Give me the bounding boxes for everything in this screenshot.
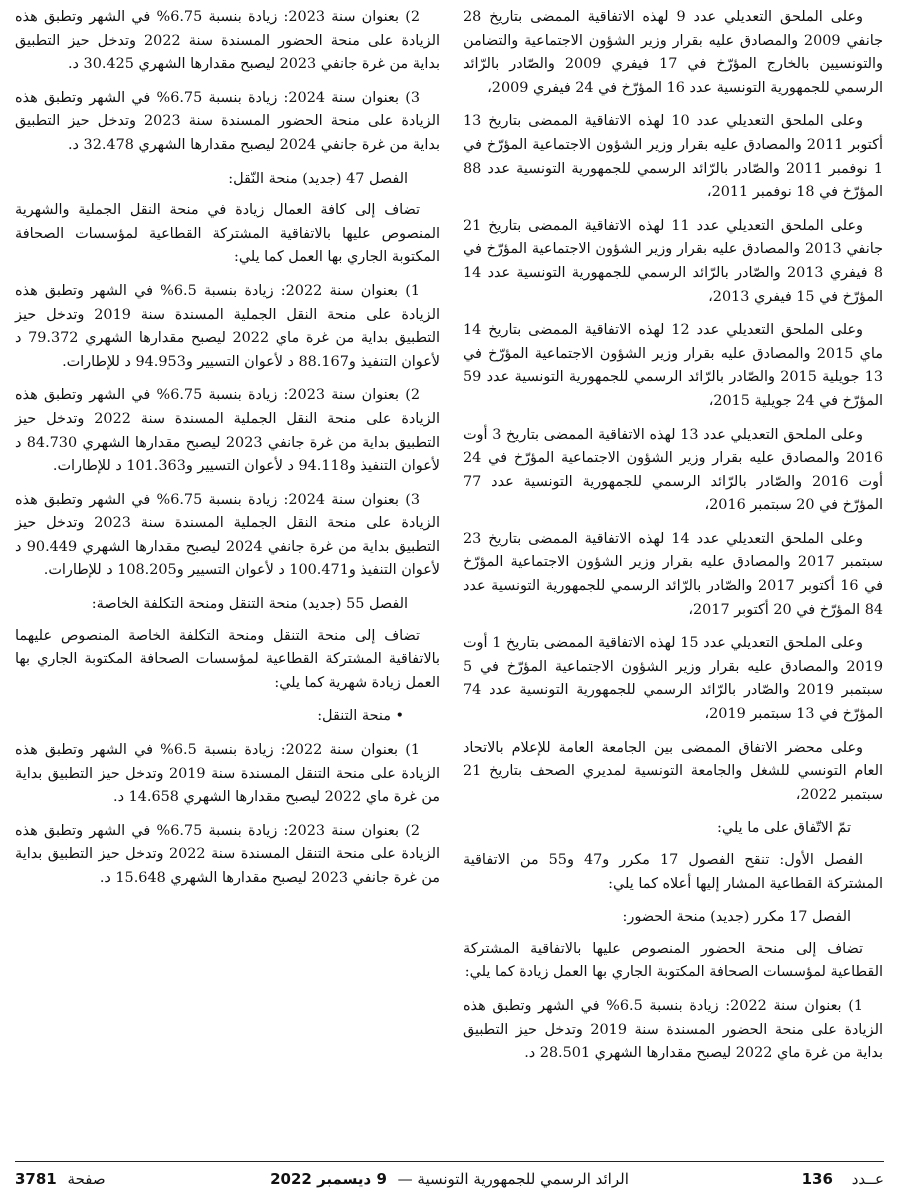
issue-label: عــدد [851, 1170, 884, 1188]
footer-divider [15, 1161, 884, 1162]
page-footer [15, 1170, 884, 1194]
article-one: الفصل الأول: تنقح الفصول 17 مكرر و47 و55 من الاتفاقية المشتركة القطاعية المشار إليها أعلاه كما يلي: [463, 852, 883, 892]
paragraph: تضاف إلى منحة الحضور المنصوص عليها بالاتفاقية المشتركة القطاعية لمؤسسات الصحافة المكتوبة الجاري بها العمل زيادة كما يلي: [463, 940, 883, 981]
list-item: 1) بعنوان سنة 2022: زيادة بنسبة 6.5% في الشهر وتطبق هذه الزيادة على منحة التنقل المسندة سنة 2019 وتدخل حيز التطبيق بداية من غرة ماي 2022 ليصبح مقدارها الشهري 14.658 د. [15, 742, 440, 806]
article-heading: الفصل 55 (جديد) منحة التنقل ومنحة التكلفة الخاصة: [91, 596, 408, 613]
issue-value: 136 [801, 1170, 833, 1188]
paragraph: تضاف إلى كافة العمال زيادة في منحة النقل الجملية والشهرية المنصوص عليها بالاتفاقية المشتركة القطاعية لمؤسسات الصحافة المكتوبة الجاري بها العمل كما يلي: [15, 202, 440, 266]
article-heading: الفصل 47 (جديد) منحة النّقل: [228, 170, 408, 187]
article-heading: الفصل 17 مكرر (جديد) منحة الحضور: [622, 909, 851, 926]
agreement-line: تمّ الاتّفاق على ما يلي: [717, 820, 851, 837]
list-item: 3) بعنوان سنة 2024: زيادة بنسبة 6.75% في الشهر وتطبق هذه الزيادة على منحة الحضور المسندة سنة 2023 وتدخل حيز التطبيق بداية من غرة جانفي 2024 ليصبح مقدارها الشهري 32.478 د. [15, 89, 440, 153]
list-item: 2) بعنوان سنة 2023: زيادة بنسبة 6.75% في الشهر وتطبق هذه الزيادة على منحة الحضور المسندة سنة 2022 وتدخل حيز التطبيق بداية من غرة جانفي 2023 ليصبح مقدارها الشهري 30.425 د. [15, 9, 440, 73]
issue-number [802, 1170, 884, 1188]
paragraph: وعلى الملحق التعديلي عدد 11 لهذه الاتفاقية الممضى بتاريخ 21 جانفي 2013 والمصادق عليه بقرار وزير الشؤون الاجتماعية المؤرّخ في 8 فيفري 2013 والصّادر بالرّائد الرسمي للجمهورية التونسية عدد 14 المؤرّخ في 15 فيفري 2013، [463, 217, 884, 305]
paragraph: وعلى الملحق التعديلي عدد 13 لهذه الاتفاقية الممضى بتاريخ 3 أوت 2016 والمصادق عليه بقرار وزير الشؤون الاجتماعية المؤرّخ في 24 أوت 2016 والصّادر بالرّائد الرسمي للجمهورية التونسية عدد 77 المؤرّخ في 20 سبتمبر 2016، [463, 426, 883, 514]
paragraph: تضاف إلى منحة التنقل ومنحة التكلفة الخاصة المنصوص عليهما بالاتفاقية المشتركة القطاعية لمؤسسات الصحافة المكتوبة الجاري بها العمل زيادة شهرية كما يلي: [15, 627, 440, 691]
paragraph: وعلى الملحق التعديلي عدد 12 لهذه الاتفاقية الممضى بتاريخ 14 ماي 2015 والمصادق عليه بقرار وزير الشؤون الاجتماعية المؤرّخ في 13 جويلية 2015 والصّادر بالرّائد الرسمي للجمهورية التونسية عدد 59 المؤرّخ في 24 جويلية 2015، [463, 322, 884, 409]
list-item: 1) بعنوان سنة 2022: زيادة بنسبة 6.5% في الشهر وتطبق هذه الزيادة على منحة الحضور المسندة سنة 2019 وتدخل حيز التطبيق بداية من غرة ماي 2022 ليصبح مقدارها الشهري 28.501 د. [463, 997, 883, 1062]
paragraph: وعلى الملحق التعديلي عدد 9 لهذه الاتفاقية الممضى بتاريخ 28 جانفي 2009 والمصادق عليه بقرار وزير الشؤون الاجتماعية والتضامن والتونسيين بالخارج المؤرّخ في 17 فيفري 2009 والصّادر بالرّائد الرسمي للجمهورية التونسية عدد 16 المؤرّخ في 24 فيفري 2009، [463, 9, 883, 96]
paragraph: وعلى الملحق التعديلي عدد 14 لهذه الاتفاقية الممضى بتاريخ 23 سبتمبر 2017 والمصادق عليه بقرار وزير الشؤون الاجتماعية المؤرّخ في 16 أكتوبر 2017 والصّادر بالرّائد الرسمي للجمهورية التونسية عدد 84 المؤرّخ في 20 أكتوبر 2017، [463, 530, 884, 618]
list-item: 3) بعنوان سنة 2024: زيادة بنسبة 6.75% في الشهر وتطبق هذه الزيادة على منحة النقل الجملية المسندة سنة 2023 وتدخل حيز التطبيق بداية من غرة جانفي 2024 ليصبح مقدارها الشهري 90.449 د لأعوان التنفيذ و100.471 د لأعوان التسيير و108.205 د للإطارات. [15, 491, 440, 579]
issue-date: 9 ديسمبر 2022 [270, 1170, 387, 1188]
paragraph: وعلى محضر الاتفاق الممضى بين الجامعة العامة للإعلام بالاتحاد العام التونسي للشغل والجامعة التونسية لمديري الصحف بتاريخ 21 سبتمبر 2022، [463, 739, 883, 803]
journal-name: الرائد الرسمي للجمهورية التونسية — [397, 1170, 629, 1188]
paragraph: وعلى الملحق التعديلي عدد 10 لهذه الاتفاقية الممضى بتاريخ 13 أكتوبر 2011 والمصادق عليه بقرار وزير الشؤون الاجتماعية المؤرّخ في 1 نوفمبر 2011 والصّادر بالرّائد الرسمي للجمهورية التونسية عدد 88 المؤرّخ في 18 نوفمبر 2011، [463, 113, 883, 201]
page-label: صفحة [67, 1170, 106, 1188]
list-item: 1) بعنوان سنة 2022: زيادة بنسبة 6.5% في الشهر وتطبق هذه الزيادة على منحة النقل الجملية المسندة سنة 2019 وتدخل حيز التطبيق بداية من غرة ماي 2022 ليصبح مقدارها الشهري 79.372 د لأعوان التنفيذ و88.167 د لأعوان التسيير و94.953 د للإطارات. [15, 282, 441, 370]
bullet-heading: • منحة التنقل: [317, 708, 404, 725]
list-item: 2) بعنوان سنة 2023: زيادة بنسبة 6.75% في الشهر وتطبق هذه الزيادة على منحة النقل الجملية المسندة سنة 2022 وتدخل حيز التطبيق بداية من غرة جانفي 2023 ليصبح مقدارها الشهري 84.730 د لأعوان التنفيذ و94.118 د لأعوان التسيير و101.363 د للإطارات. [15, 387, 440, 475]
page-value: 3781 [15, 1170, 57, 1188]
right-column [463, 6, 883, 1076]
paragraph: وعلى الملحق التعديلي عدد 15 لهذه الاتفاقية الممضى بتاريخ 1 أوت 2019 والمصادق عليه بقرار وزير الشؤون الاجتماعية المؤرّخ في 5 سبتمبر 2019 والصّادر بالرّائد الرسمي للجمهورية التونسية عدد 74 المؤرّخ في 13 سبتمبر 2019، [463, 635, 883, 723]
left-column [15, 6, 440, 901]
page-number [15, 1170, 106, 1188]
list-item: 2) بعنوان سنة 2023: زيادة بنسبة 6.75% في الشهر وتطبق هذه الزيادة على منحة التنقل المسندة سنة 2022 وتدخل حيز التطبيق بداية من غرة جانفي 2023 ليصبح مقدارها الشهري 15.648 د. [15, 822, 440, 886]
journal-title [270, 1170, 629, 1188]
